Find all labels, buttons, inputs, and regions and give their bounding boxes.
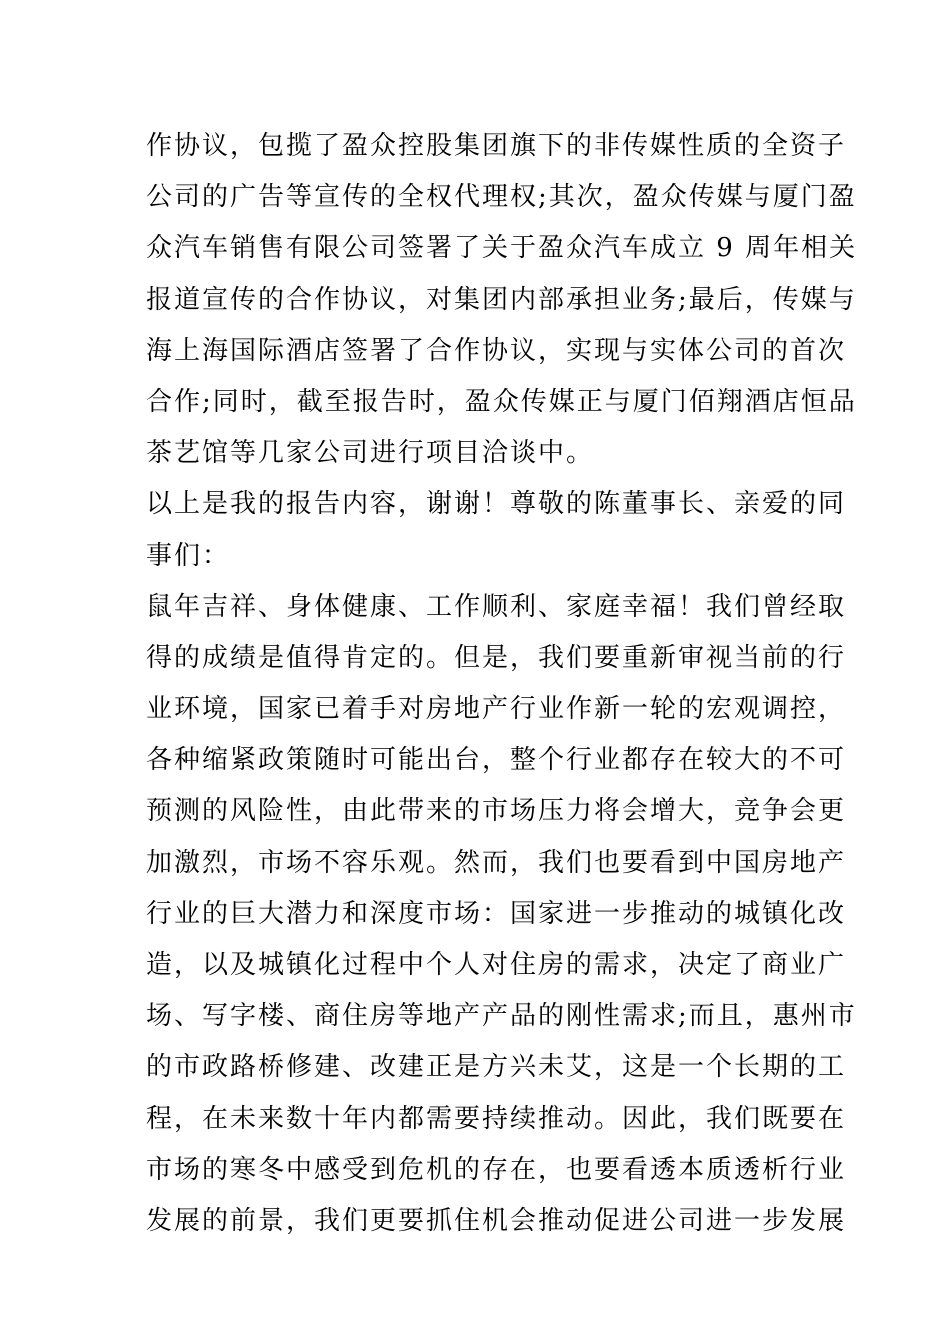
text-line: 鼠年吉祥、身体健康、工作顺利、家庭幸福！我们曾经取 bbox=[146, 591, 847, 622]
text-line: 行业的巨大潜力和深度市场：国家进一步推动的城镇化改 bbox=[146, 898, 847, 929]
text-line: 加激烈，市场不容乐观。然而，我们也要看到中国房地产 bbox=[146, 847, 847, 878]
text-line: 众汽车销售有限公司签署了关于盈众汽车成立 9 周年相关 bbox=[146, 233, 858, 264]
text-line: 预测的风险性，由此带来的市场压力将会增大，竞争会更 bbox=[146, 796, 847, 827]
text-line: 各种缩紧政策随时可能出台，整个行业都存在较大的不可 bbox=[146, 745, 847, 776]
text-line: 造，以及城镇化过程中个人对住房的需求，决定了商业广 bbox=[146, 950, 847, 980]
text-line: 以上是我的报告内容，谢谢！尊敬的陈董事长、亲爱的同 bbox=[146, 489, 847, 520]
text-line: 得的成绩是值得肯定的。但是，我们要重新审视当前的行 bbox=[146, 642, 847, 673]
text-line: 场、写字楼、商住房等地产产品的刚性需求;而且，惠州市 bbox=[146, 1001, 857, 1032]
text-line: 事们： bbox=[146, 540, 231, 571]
text-line: 业环境，国家已着手对房地产行业作新一轮的宏观调控， bbox=[146, 694, 847, 725]
text-line: 的市政路桥修建、改建正是方兴未艾，这是一个长期的工 bbox=[146, 1052, 847, 1083]
text-line: 程，在未来数十年内都需要持续推动。因此，我们既要在 bbox=[146, 1103, 847, 1134]
body-text bbox=[146, 121, 858, 1247]
text-line: 作协议，包揽了盈众控股集团旗下的非传媒性质的全资子 bbox=[146, 131, 847, 161]
text-line: 海上海国际酒店签署了合作协议，实现与实体公司的首次 bbox=[146, 335, 847, 366]
text-line: 公司的广告等宣传的全权代理权;其次，盈众传媒与厦门盈 bbox=[146, 182, 857, 213]
text-line: 合作;同时，截至报告时，盈众传媒正与厦门佰翔酒店恒品 bbox=[146, 386, 857, 417]
text-line: 报道宣传的合作协议，对集团内部承担业务;最后，传媒与 bbox=[146, 284, 857, 315]
text-line: 发展的前景，我们更要抓住机会推动促进公司进一步发展 bbox=[146, 1205, 847, 1236]
text-line: 茶艺馆等几家公司进行项目洽谈中。 bbox=[146, 438, 595, 469]
text-line: 市场的寒冬中感受到危机的存在，也要看透本质透析行业 bbox=[146, 1154, 847, 1185]
